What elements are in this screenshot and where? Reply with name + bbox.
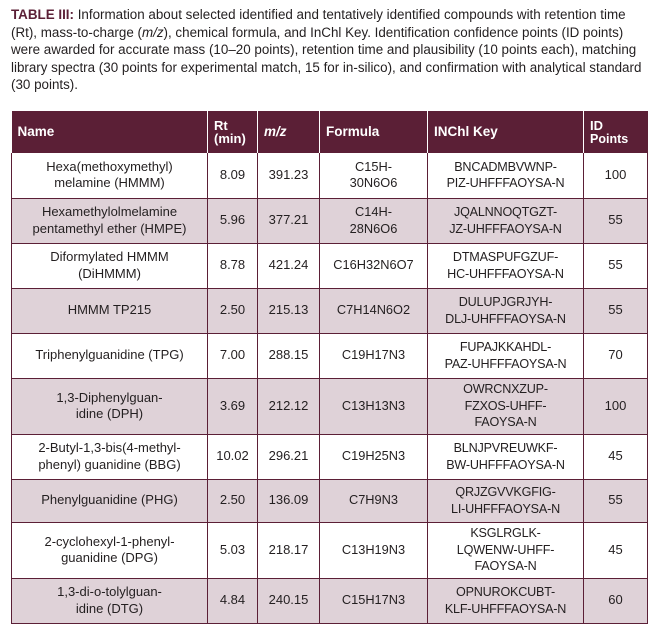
cell-name-line: 1,3-di-o-tolylguan- [57,584,162,600]
cell-inchi [428,378,584,434]
cell-inchi-line: OWRCNXZUP- [463,382,548,397]
cell-name [12,578,208,623]
table-row [12,578,648,623]
table-row [12,522,648,578]
cell-name-line: 2-cyclohexyl-1-phenyl- [44,533,175,549]
cell-inchi-line: LI-UHFFFAOYSA-N [451,501,560,516]
caption-italic-mz: m/z [141,24,164,40]
cell-name-line: (DiHMMM) [78,265,141,281]
cell-name-line: Hexa(methoxymethyl) [46,158,173,174]
header-name [12,111,208,153]
cell-id: 100 [584,378,648,434]
cell-inchi-line: FAOYSA-N [474,559,537,574]
header-inchi-label: INChl Key [434,124,498,139]
cell-mz: 288.15 [258,333,320,378]
cell-name-line: Phenylguanidine (PHG) [41,492,178,508]
cell-rt: 5.03 [208,522,258,578]
cell-name-line: melamine (HMMM) [54,175,165,191]
cell-mz: 212.12 [258,378,320,434]
cell-inchi-line: JQALNNOQTGZT- [453,205,558,220]
cell-id: 45 [584,522,648,578]
cell-inchi [428,153,584,198]
cell-inchi-line: FUPAJKKAHDL- [459,340,552,355]
cell-name [12,198,208,243]
cell-name [12,522,208,578]
cell-inchi-line: DLJ-UHFFFAOYSA-N [445,311,566,326]
cell-formula [320,578,428,623]
cell-rt: 5.96 [208,198,258,243]
cell-inchi-line: DTMASPUFGZUF- [452,250,559,265]
header-formula [320,111,428,153]
cell-name-line: Triphenylguanidine (TPG) [35,347,184,363]
cell-inchi [428,198,584,243]
cell-inchi [428,578,584,623]
cell-inchi-line: FZXOS-UHFF- [464,398,547,413]
cell-id: 45 [584,434,648,479]
header-mz [258,111,320,153]
cell-formula [320,243,428,288]
cell-inchi-line: BW-UHFFFAOYSA-N [446,457,565,472]
cell-inchi-line: JZ-UHFFFAOYSA-N [449,221,562,236]
cell-inchi [428,243,584,288]
table-row [12,378,648,434]
cell-mz: 391.23 [258,153,320,198]
cell-formula-line: C7H9N3 [348,492,399,508]
cell-inchi-line: PAZ-UHFFFAOYSA-N [444,356,567,371]
cell-inchi-line: FAOYSA-N [474,415,537,430]
header-id-label: ID [590,117,603,133]
cell-inchi-line: PIZ-UHFFFAOYSA-N [446,176,565,191]
cell-formula-line: C16H32N6O7 [333,257,414,273]
header-inchi [428,111,584,153]
table-row [12,198,648,243]
cell-rt: 3.69 [208,378,258,434]
header-id-sub: Points [590,131,629,146]
cell-rt: 2.50 [208,288,258,333]
cell-name-line: guanidine (DPG) [61,550,158,565]
cell-name [12,153,208,198]
cell-name [12,479,208,522]
cell-id: 55 [584,243,648,288]
cell-mz: 296.21 [258,434,320,479]
table-row [12,153,648,198]
cell-rt: 8.78 [208,243,258,288]
cell-inchi-line: HC-UHFFFAOYSA-N [447,266,564,281]
cell-mz: 421.24 [258,243,320,288]
header-id-points [584,111,648,153]
cell-formula-line: C7H14N6O2 [336,302,411,318]
cell-mz: 136.09 [258,479,320,522]
cell-name-line: pentamethyl ether (HMPE) [32,220,187,236]
cell-formula [320,378,428,434]
table-row [12,479,648,522]
cell-formula-line: C19H17N3 [341,347,406,363]
cell-rt: 10.02 [208,434,258,479]
cell-rt: 4.84 [208,578,258,623]
caption-text-2: ), chemical formula, and InChl Key. Identification confidence points (ID points) were awarded for accurate mass (10–20 points), retention time and plausibility (10 points each), matching library spectra (30 points for experimental match, 15 for in-silico), and confirmation with analytical standard (30 points). [11,24,642,93]
cell-formula-line: C13H13N3 [341,397,406,413]
cell-formula-line: C15H- [355,158,392,174]
cell-formula [320,333,428,378]
cell-mz: 240.15 [258,578,320,623]
cell-name-line: Hexamethylolmelamine [41,204,178,220]
cell-inchi [428,333,584,378]
table-body [12,153,648,623]
cell-rt: 2.50 [208,479,258,522]
cell-inchi-line: DULUPJGRJYH- [458,295,553,310]
cell-inchi-line: BNCADMBVWNP- [454,159,557,174]
cell-id: 55 [584,479,648,522]
cell-id: 55 [584,288,648,333]
cell-name-line: Diformylated HMMM [50,249,169,265]
cell-name-line: HMMM TP215 [67,302,152,318]
cell-formula-line: C19H25N3 [341,448,406,464]
caption-text-1: Information about selected identified and tentatively identified compounds with retention time (Rt), mass-to-charge ( [11,7,626,40]
header-formula-label: Formula [326,124,380,139]
cell-formula-line: C13H19N3 [341,541,406,557]
header-name-label: Name [17,124,55,139]
cell-mz: 215.13 [258,288,320,333]
cell-inchi-line: KSGLRGLK- [470,526,541,541]
cell-inchi [428,434,584,479]
header-rt [208,111,258,153]
cell-inchi [428,479,584,522]
cell-name-line: 1,3-Diphenylguan- [56,389,163,405]
cell-inchi-line: QRJZGVVKGFIG- [455,485,556,500]
cell-mz: 377.21 [258,198,320,243]
cell-id: 55 [584,198,648,243]
cell-formula [320,288,428,333]
header-mz-label: m/z [264,124,287,139]
cell-inchi-line: BLNJPVREUWKF- [453,441,558,456]
header-rt-unit: (min) [214,131,246,146]
cell-name-line: idine (DPH) [75,406,144,421]
cell-inchi-line: LQWENW-UHFF- [456,542,555,557]
cell-name-line: idine (DTG) [75,600,144,616]
header-rt-label: Rt [214,118,228,133]
table-header-row [12,111,648,153]
cell-formula [320,153,428,198]
cell-inchi [428,288,584,333]
cell-rt: 7.00 [208,333,258,378]
cell-id: 100 [584,153,648,198]
cell-name [12,434,208,479]
table-row [12,434,648,479]
cell-inchi-line: OPNUROKCUBT- [455,585,556,600]
cell-formula-line: 30N6O6 [349,175,398,191]
cell-name [12,333,208,378]
cell-mz: 218.17 [258,522,320,578]
cell-rt: 8.09 [208,153,258,198]
table-row [12,288,648,333]
cell-id: 60 [584,578,648,623]
cell-formula [320,479,428,522]
cell-name [12,288,208,333]
cell-formula-line: 28N6O6 [349,220,398,236]
compounds-table [11,111,648,624]
caption-label: TABLE III: [11,7,74,22]
cell-inchi [428,522,584,578]
table-row [12,333,648,378]
cell-formula [320,198,428,243]
cell-id: 70 [584,333,648,378]
cell-formula-line: C15H17N3 [341,592,406,608]
cell-name [12,243,208,288]
cell-formula-line: C14H- [355,204,392,220]
cell-name [12,378,208,434]
cell-name-line: 2-Butyl-1,3-bis(4-methyl- [38,440,181,456]
cell-name-line: phenyl) guanidine (BBG) [38,456,181,472]
table-caption [11,6,649,94]
cell-formula [320,434,428,479]
cell-inchi-line: KLF-UHFFFAOYSA-N [444,601,567,616]
cell-formula [320,522,428,578]
table-row [12,243,648,288]
